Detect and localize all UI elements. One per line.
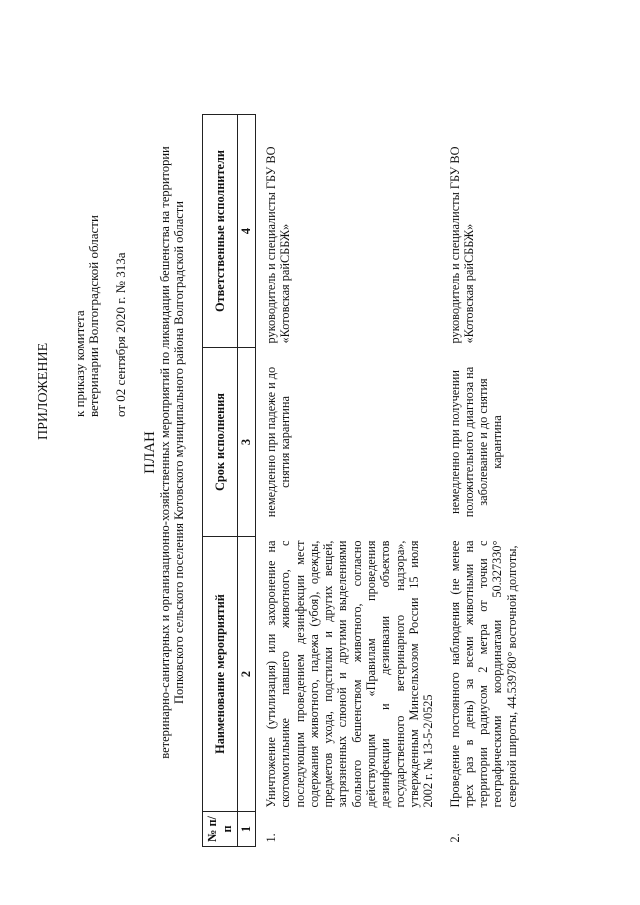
appendix-date-line: от 02 сентября 2020 г. № 313а (113, 252, 128, 417)
row-executors: руководитель и специалисты ГБУ ВО «Котовская райСББЖ» (447, 146, 476, 344)
header-term: Срок исполнения (203, 348, 238, 537)
plan-table (202, 114, 523, 847)
header-executors: Ответственные исполнители (203, 115, 238, 348)
table-number-row (238, 115, 256, 847)
row-term: немедленно при падеже и до снятия карантина (264, 366, 293, 518)
row-measure: Уничтожение (утилизация) или захоронение на скотомогильнике павшего животного, с последующим проведением дезинфекции мест содержания животного, падежа (убоя), одежды, предметов ухода, подстилки и других вещей, загрязненных слюной и другими выделениями больного бешенством животного, согласно действующим «Правилам проведения дезинфекции и дезинвазии объектов государственного ветеринарного надзора», утвержденным Минсельхозом России 15 июля 2002 г. № 13-5-2/0525 (264, 540, 436, 808)
column-number: 2 (238, 537, 256, 812)
row-index: 1. (264, 833, 278, 843)
appendix-title: ПРИЛОЖЕНИЕ (36, 342, 51, 440)
row-measure: Проведение постоянного наблюдения (не менее трех раз в день) за всеми животными на территории радиусом 2 метра от точки с географическими координатами 50.327330° северной широты, 44.539780° восточной долготы, (447, 540, 519, 808)
header-measure: Наименование мероприятий (203, 537, 238, 812)
row-index: 2. (447, 833, 462, 843)
plan-subtitle-2: Попковского сельского поселения Котовского муниципального района Волгоградской области (172, 201, 186, 704)
row-term: немедленно при получении положительного диагноза на заболевание и до снятия карантина (447, 366, 505, 518)
table-row (440, 115, 523, 847)
row-executors: руководитель и специалисты ГБУ ВО «Котовская райСББЖ» (264, 146, 293, 344)
appendix-order-line: к приказу комитета (72, 310, 87, 417)
table-row (256, 115, 440, 847)
table-header-row (203, 115, 238, 847)
column-number: 4 (238, 115, 256, 348)
column-number: 3 (238, 348, 256, 537)
appendix-committee-line: ветеринарии Волгоградской области (86, 215, 101, 417)
plan-subtitle: ветеринарно-санитарных и организационно-хозяйственных мероприятий по ликвидации бешенства на территории (158, 146, 172, 759)
plan-title: ПЛАН (142, 431, 158, 474)
column-number: 1 (238, 812, 256, 847)
header-number: № п/п (203, 812, 238, 847)
